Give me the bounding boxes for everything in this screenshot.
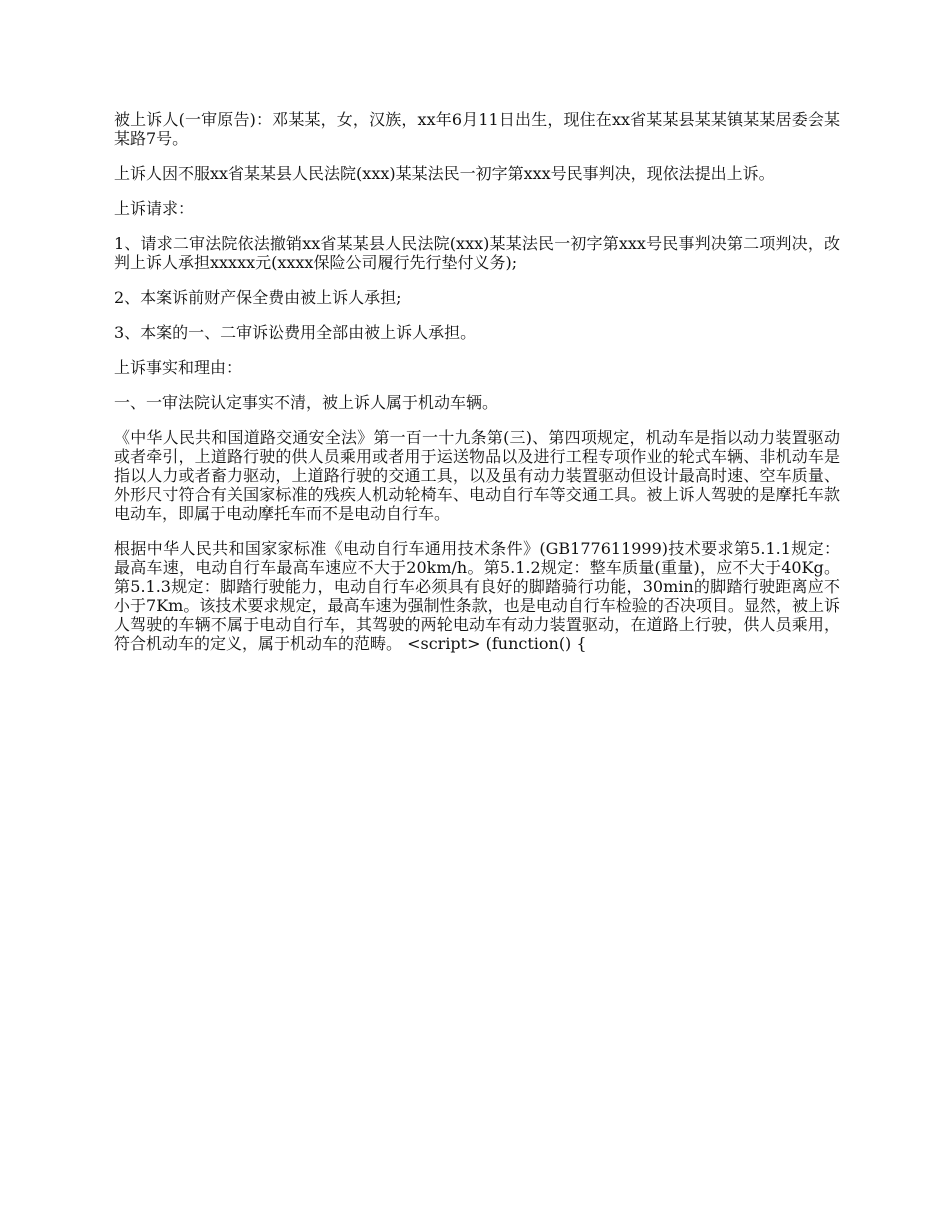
- appellee-info-paragraph: 被上诉人(一审原告)：邓某某，女，汉族，xx年6月11日出生，现住在xx省某某县某某镇某某居委会某某路7号。: [114, 110, 840, 148]
- facts-reasons-heading: 上诉事实和理由：: [114, 358, 243, 377]
- appeal-requests-heading: 上诉请求：: [114, 199, 195, 218]
- document-page: [114, 110, 840, 669]
- reason-1-heading: 一、一审法院认定事实不清，被上诉人属于机动车辆。: [114, 393, 499, 412]
- appeal-request-3: 3、本案的一、二审诉讼费用全部由被上诉人承担。: [114, 323, 477, 342]
- appeal-request-1: 1、请求二审法院依法撤销xx省某某县人民法院(xxx)某某法民一初字第xxx号民事判决第二项判决，改判上诉人承担xxxxx元(xxxx保险公司履行先行垫付义务);: [114, 234, 840, 272]
- national-standard-paragraph: 根据中华人民共和国家家标准《电动自行车通用技术条件》(GB177611999)技术要求第5.1.1规定：最高车速，电动自行车最高车速应不大于20km/h。第5.1.2规定：整车质量(重量)，应不大于40Kg。第5.1.3规定：脚踏行驶能力，电动自行车必须具有良好的脚踏骑行功能，30min的脚踏行驶距离应不小于7Km。该技术要求规定，最高车速为强制性条款，也是电动自行车检验的否决项目。显然，被上诉人驾驶的车辆不属于电动自行车，其驾驶的两轮电动车有动力装置驱动，在道路上行驶，供人员乘用，符合机动车的定义，属于机动车的范畴。 <script> (function() {: [114, 539, 840, 653]
- appeal-intro-paragraph: 上诉人因不服xx省某某县人民法院(xxx)某某法民一初字第xxx号民事判决，现依法提出上诉。: [114, 164, 775, 183]
- appeal-request-2: 2、本案诉前财产保全费由被上诉人承担;: [114, 288, 402, 307]
- traffic-law-paragraph: 《中华人民共和国道路交通安全法》第一百一十九条第(三)、第四项规定，机动车是指以动力装置驱动或者牵引，上道路行驶的供人员乘用或者用于运送物品以及进行工程专项作业的轮式车辆、非机动车是指以人力或者畜力驱动，上道路行驶的交通工具，以及虽有动力装置驱动但设计最高时速、空车质量、外形尺寸符合有关国家标准的残疾人机动轮椅车、电动自行车等交通工具。被上诉人驾驶的是摩托车款电动车，即属于电动摩托车而不是电动自行车。: [114, 428, 840, 523]
